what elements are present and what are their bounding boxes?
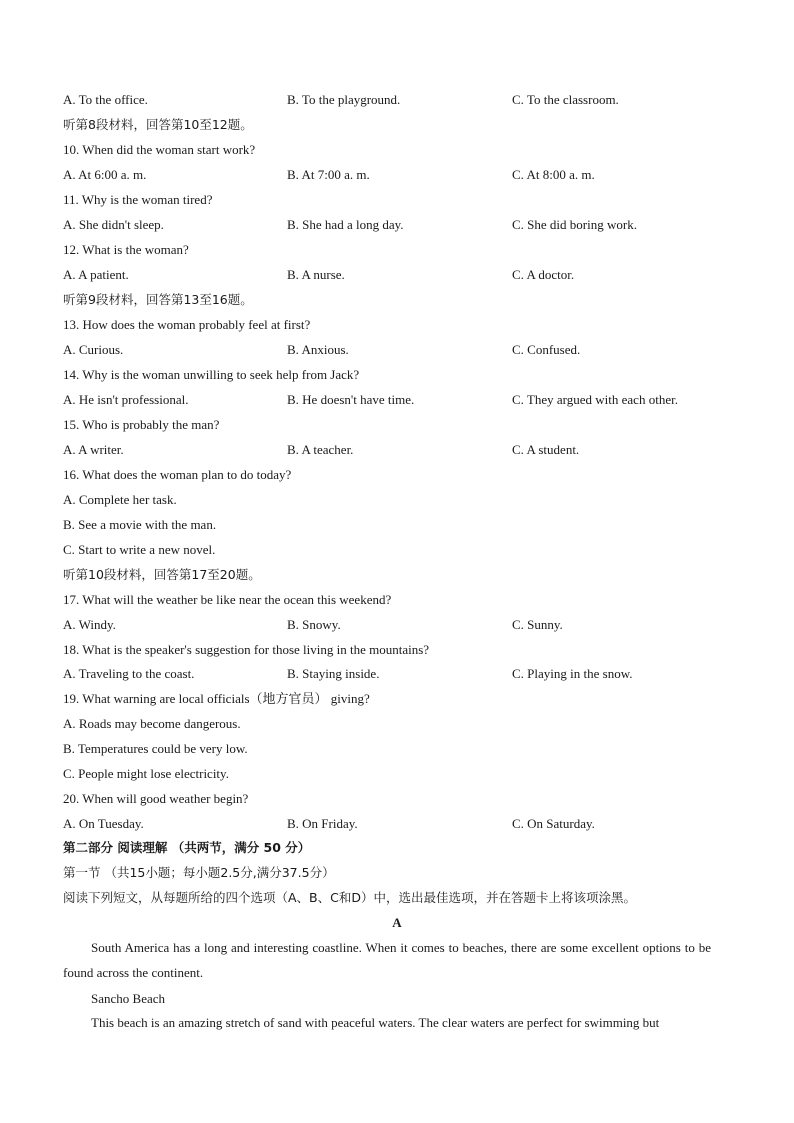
passage-label: A [392,915,402,930]
q10-option-c: C. At 8:00 a. m. [512,167,595,182]
question-20: 20. When will good weather begin? [63,791,249,806]
q9-option-a: A. To the office. [63,92,148,107]
section-heading-10: 听第10段材料，回答第17至20题。 [63,567,261,582]
q10-option-b: B. At 7:00 a. m. [287,167,370,182]
section-one-heading: 第一节 （共15小题；每小题2.5分,满分37.5分） [63,865,335,880]
question-14: 14. Why is the woman unwilling to seek help from Jack? [63,367,360,382]
beach-subheading: Sancho Beach [91,991,166,1006]
q13-option-b: B. Anxious. [287,342,349,357]
question-18: 18. What is the speaker's suggestion for those living in the mountains? [63,642,430,657]
q20-option-b: B. On Friday. [287,816,358,831]
q11-option-c: C. She did boring work. [512,217,637,232]
q19-option-b: B. Temperatures could be very low. [63,741,248,756]
section-heading-9: 听第9段材料，回答第13至16题。 [63,292,253,307]
part-two-heading: 第二部分 阅读理解 （共两节，满分 50 分） [63,840,311,855]
q13-option-a: A. Curious. [63,342,124,357]
q13-option-c: C. Confused. [512,342,581,357]
q11-option-b: B. She had a long day. [287,217,404,232]
q12-option-a: A. A patient. [63,267,129,282]
question-12: 12. What is the woman? [63,242,189,257]
q12-option-b: B. A nurse. [287,267,345,282]
q17-option-c: C. Sunny. [512,617,563,632]
q19-option-c: C. People might lose electricity. [63,766,229,781]
q15-option-a: A. A writer. [63,442,124,457]
q14-option-a: A. He isn't professional. [63,392,189,407]
question-15: 15. Who is probably the man? [63,417,220,432]
q15-option-b: B. A teacher. [287,442,354,457]
question-13: 13. How does the woman probably feel at first? [63,317,311,332]
q14-option-c: C. They argued with each other. [512,392,678,407]
q18-option-a: A. Traveling to the coast. [63,666,195,681]
q12-option-c: C. A doctor. [512,267,575,282]
q9-option-b: B. To the playground. [287,92,401,107]
q9-option-c: C. To the classroom. [512,92,619,107]
passage-beach-paragraph: This beach is an amazing stretch of sand with peaceful waters. The clear waters are perfect for swimming but [91,1015,660,1030]
q14-option-b: B. He doesn't have time. [287,392,415,407]
q10-option-a: A. At 6:00 a. m. [63,167,147,182]
q17-option-a: A. Windy. [63,617,116,632]
q16-option-c: C. Start to write a new novel. [63,542,216,557]
question-16: 16. What does the woman plan to do today? [63,467,292,482]
q16-option-b: B. See a movie with the man. [63,517,217,532]
question-11: 11. Why is the woman tired? [63,192,213,207]
section-heading-8: 听第8段材料，回答第10至12题。 [63,117,253,132]
q19-option-a: A. Roads may become dangerous. [63,716,241,731]
passage-intro-paragraph: South America has a long and interesting coastline. When it comes to beaches, there are some excellent options to be found across the continent. [63,940,711,980]
q11-option-a: A. She didn't sleep. [63,217,164,232]
question-10: 10. When did the woman start work? [63,142,256,157]
question-19: 19. What warning are local officials（地方官员） giving? [63,691,370,706]
q20-option-c: C. On Saturday. [512,816,595,831]
q16-option-a: A. Complete her task. [63,492,177,507]
question-17: 17. What will the weather be like near the ocean this weekend? [63,592,392,607]
q20-option-a: A. On Tuesday. [63,816,144,831]
q17-option-b: B. Snowy. [287,617,341,632]
q18-option-c: C. Playing in the snow. [512,666,633,681]
reading-instructions: 阅读下列短文，从每题所给的四个选项（A、B、C和D）中，选出最佳选项，并在答题卡上将该项涂黑。 [63,890,636,905]
q18-option-b: B. Staying inside. [287,666,380,681]
q15-option-c: C. A student. [512,442,580,457]
